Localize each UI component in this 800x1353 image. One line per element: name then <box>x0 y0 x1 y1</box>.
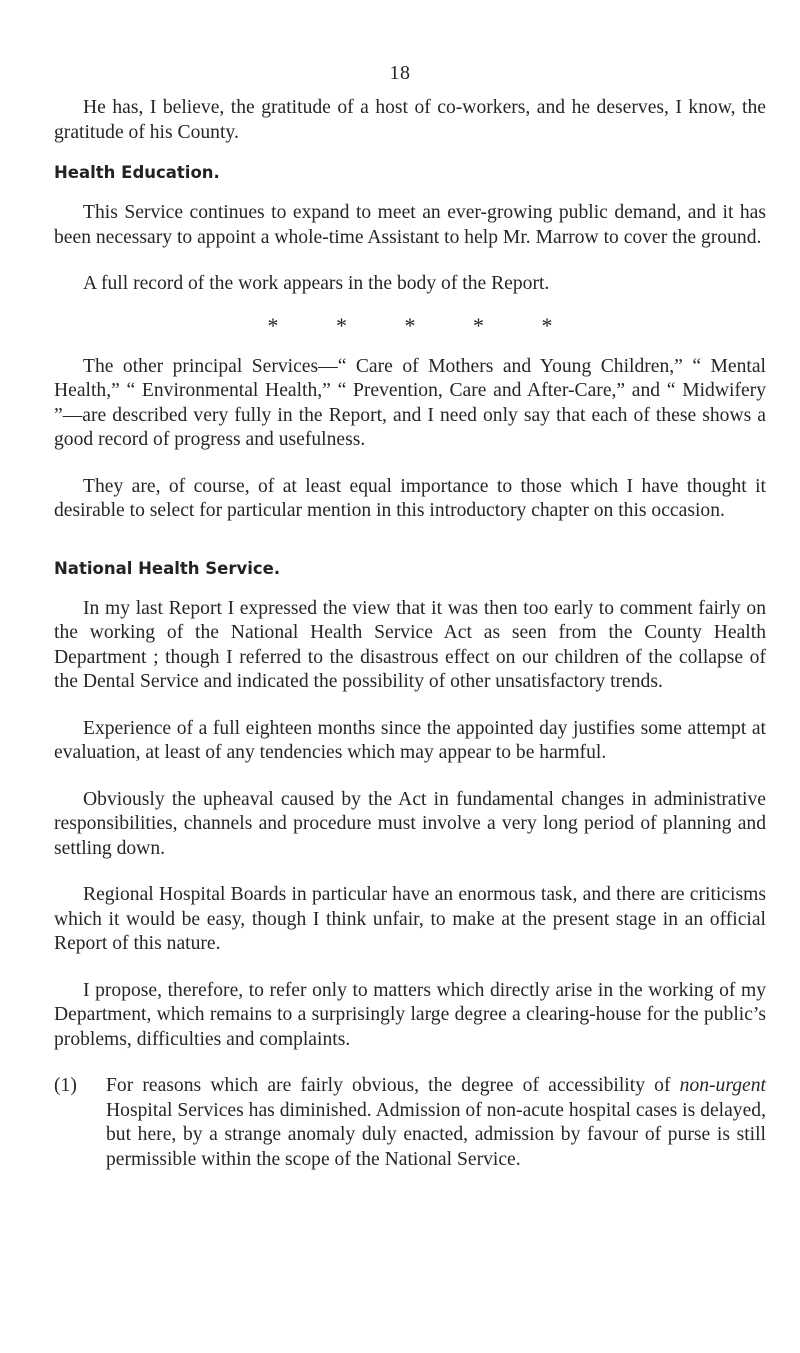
item-number: (1) <box>54 1075 77 1096</box>
item-1-text <box>106 1074 766 1172</box>
paragraph-nhs-2: Experience of a full eighteen months since the appointed day justifies some attempt at evaluation, at least of any tendencies which may appear to be harmful. <box>54 717 766 763</box>
paragraph-nhs-3: Obviously the upheaval caused by the Act in fundamental changes in administrative responsibilities, channels and procedure must involve a very long period of planning and settling down. <box>54 788 766 859</box>
paragraph-intro: He has, I believe, the gratitude of a host of co-workers, and he deserves, I know, the gratitude of his County. <box>54 97 766 143</box>
heading-health-education: Health Education. <box>54 163 220 182</box>
page-body <box>54 96 766 1172</box>
item-1-text-start: For reasons which are fairly obvious, the degree of accessibility of <box>106 1075 680 1096</box>
item-1-text-end: Hospital Services has diminished. Admission of non-acute hospital cases is delayed, but here, by a strange anomaly duly enacted, admission by favour of purse is still permissible within the scope of the National Service. <box>106 1099 766 1170</box>
paragraph-nhs-1: In my last Report I expressed the view that it was then too early to comment fairly on the working of the National Health Service Act as seen from the County Health Department ; though I referred to the disastrous effect on our children of the collapse of the Dental Service and indicated the possibility of other unsatisfactory trends. <box>54 597 766 692</box>
heading-national-health-service: National Health Service. <box>54 558 281 578</box>
item-1-emphasis: non-urgent <box>679 1075 766 1096</box>
paragraph-health-education-2: A full record of the work appears in the body of the Report. <box>83 273 550 294</box>
numbered-item-1 <box>54 1074 766 1172</box>
paragraph-other-services: The other principal Services—“ Care of Mothers and Young Children,” “ Mental Health,” “ Environmental Health,” “ Prevention, Care and After-Care,” and “ Midwifery ”—are described very fully in the Report, and I need only say that each of these shows a good record of progress and usefulness. <box>54 355 766 450</box>
paragraph-nhs-5: I propose, therefore, to refer only to matters which directly arise in the working of my Department, which remains to a surprisingly large degree a clearing-house for the public’s problems, difficulties and complaints. <box>54 979 766 1050</box>
paragraph-health-education-1: This Service continues to expand to meet an ever-growing public demand, and it has been necessary to appoint a whole-time Assistant to help Mr. Marrow to cover the ground. <box>54 202 766 248</box>
paragraph-nhs-4: Regional Hospital Boards in particular have an enormous task, and there are criticisms which it would be easy, though I think unfair, to make at the present stage in an official Report of this nature. <box>54 884 766 954</box>
paragraph-importance: They are, of course, of at least equal importance to those which I have thought it desirable to select for particular mention in this introductory chapter on this occasion. <box>54 475 766 521</box>
page-number: 18 <box>389 62 411 84</box>
section-separator: * * * * * <box>267 312 579 338</box>
